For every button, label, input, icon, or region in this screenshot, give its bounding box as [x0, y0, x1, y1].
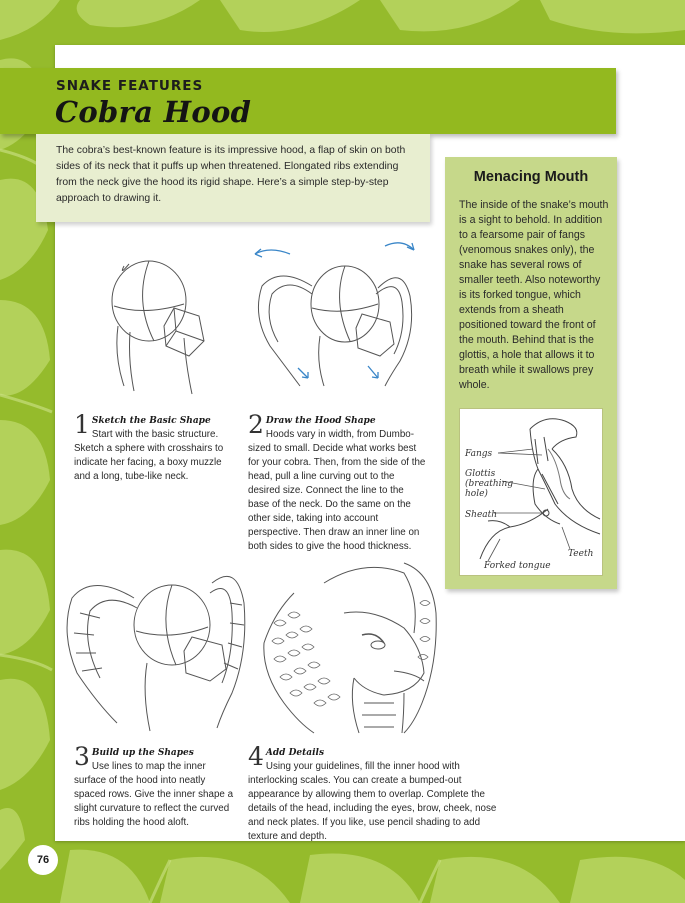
step-4-figure: [254, 553, 444, 739]
section-label: SNAKE FEATURES: [56, 78, 204, 94]
page-title: Cobra Hood: [55, 95, 252, 129]
label-glottis: Glottis (breathing hole): [465, 469, 514, 499]
step-1-text: Start with the basic structure. Sketch a sphere with crosshairs to indicate her facing, a boxy muzzle and a long, tube-like neck.: [74, 429, 224, 482]
step-1-figure: [94, 246, 214, 398]
step-2-figure: [250, 236, 420, 396]
step-3-number: 3: [74, 742, 90, 771]
step-3-text: Use lines to map the inner surface of the hood into neatly spaced rows. Give the inner shape a slight curvature to reflect the curved ribs holding the hood aloft.: [74, 761, 234, 828]
step-1: [74, 410, 234, 484]
step-2-number: 2: [248, 410, 264, 439]
sidebar-body: The inside of the snake’s mouth is a sight to behold. In addition to a fearsome pair of fangs (venomous snakes only), the snake has several rows of smaller teeth. Also noteworthy is its forked tongue, which extends from a sheath positioned toward the front of the mouth. Behind that is the glottis, a hole that allows it to breath while it swallows prey whole.: [459, 199, 609, 391]
step-4-heading: Add Details: [265, 748, 325, 758]
sidebar-menacing-mouth: [445, 157, 617, 589]
label-fangs: Fangs: [465, 449, 493, 459]
label-sheath: Sheath: [465, 510, 498, 520]
intro-text: The cobra’s best-known feature is its impressive hood, a flap of skin on both sides of its neck that it puffs up when threatened. Elongated ribs extending from the neck give the hood its rigid shape. Here’s a simple step-by-step approach to drawing it.: [56, 145, 406, 204]
step-1-heading: Sketch the Basic Shape: [91, 416, 211, 426]
mouth-illustration: [459, 408, 603, 576]
step-4-text: Using your guidelines, fill the inner hood with interlocking scales. You can create a bumped-out appearance by allowing them to overlap. Complete the details of the head, including the eyes, brow, cheek, nose and neck plates. If you like, use pencil shading to add texture and depth.: [248, 761, 497, 842]
step-4-number: 4: [248, 742, 264, 771]
step-2: [248, 410, 426, 554]
step-2-text: Hoods vary in width, from Dumbo-sized to small. Decide what works best for your cobra. Then, from the side of the head, pull a line curving out to the desired size. Connect the line to the base of the neck. Do the same on the other side, taking into account perspective. Then draw an inner line on both sides to give the hood thickness.: [248, 429, 426, 552]
step-1-number: 1: [74, 410, 90, 439]
step-2-heading: Draw the Hood Shape: [265, 416, 376, 426]
page-number: 76: [28, 845, 58, 875]
label-forked-tongue: Forked tongue: [484, 561, 551, 571]
step-3-heading: Build up the Shapes: [91, 748, 194, 758]
sidebar-title: Menacing Mouth: [473, 169, 589, 185]
step-3-figure: [62, 553, 248, 739]
intro-box: [36, 134, 430, 222]
step-3: [74, 742, 234, 830]
step-4: [248, 742, 510, 844]
label-teeth: Teeth: [568, 549, 594, 559]
